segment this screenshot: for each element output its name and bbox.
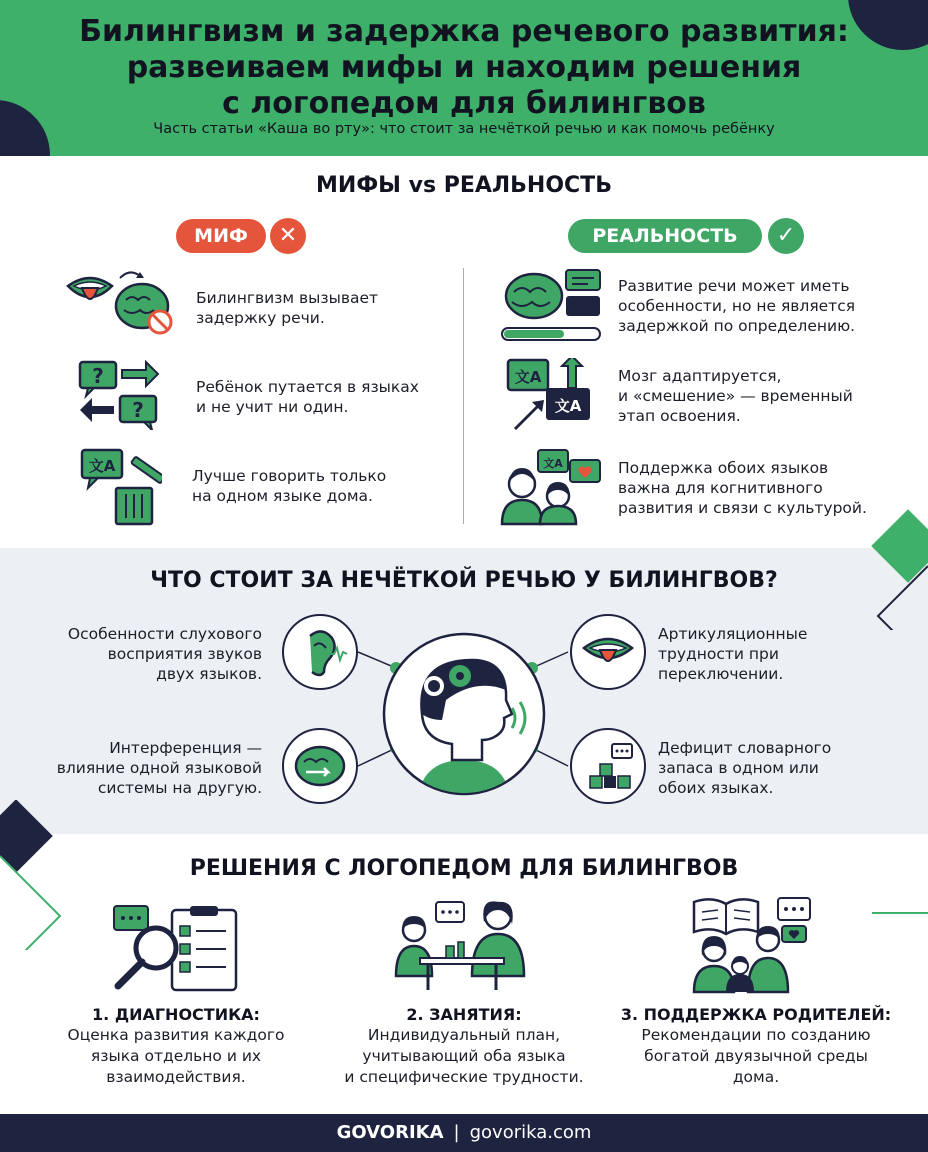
myths-section-title: МИФЫ vs РЕАЛЬНОСТЬ — [316, 173, 612, 198]
blocks-icon — [570, 728, 646, 804]
myth-label: МИФ — [176, 219, 266, 253]
page-title: Билингвизм и задержка речевого развития: развеиваем мифы и находим решения с логопедом для билингвов — [79, 14, 849, 121]
ear-icon — [282, 614, 358, 690]
reality-text: Мозг адаптируется, и «смешение» — временный этап освоения. — [618, 367, 853, 425]
solution-heading: 1. ДИАГНОСТИКА: — [92, 1005, 260, 1024]
footer — [0, 1114, 928, 1152]
reality-text: Поддержка обоих языков важна для когнитивного развития и связи с культурой. — [618, 459, 867, 517]
teacher-child-icon — [390, 896, 530, 992]
svg-text:?: ? — [92, 364, 104, 388]
decorative-line — [872, 912, 928, 914]
family-book-icon — [690, 894, 824, 994]
svg-text:文A: 文A — [554, 397, 582, 415]
myth-text: Билингвизм вызывает задержку речи. — [196, 289, 379, 327]
solution-text: Рекомендации по созданию богатой двуязычной среды дома. — [641, 1026, 871, 1086]
footer-site-link[interactable]: govorika.com — [469, 1122, 592, 1143]
footer-separator: | — [453, 1122, 460, 1143]
reality-text: Развитие речи может иметь особенности, но не является задержкой по определению. — [618, 277, 856, 335]
child-head-icon — [382, 632, 546, 796]
cross-icon: ✕ — [270, 218, 306, 254]
magnifier-checklist-icon — [110, 902, 240, 994]
myth-text: Лучше говорить только на одном языке дома. — [192, 467, 387, 505]
page-subtitle: Часть статьи «Каша во рту»: что стоит за нечёткой речью и как помочь ребёнку — [153, 121, 775, 137]
solutions-section-title: РЕШЕНИЯ С ЛОГОПЕДОМ ДЛЯ БИЛИНГВОВ — [189, 856, 739, 881]
myth-text: Ребёнок путается в языках и не учит ни один. — [196, 378, 419, 416]
brain-arrows-icon — [282, 728, 358, 804]
check-icon: ✓ — [768, 218, 804, 254]
cause-text: Интерференция — влияние одной языковой системы на другую. — [56, 739, 262, 797]
cause-text: Особенности слухового восприятия звуков двух языков. — [67, 625, 262, 683]
svg-text:文A: 文A — [514, 368, 542, 386]
cause-text: Дефицит словарного запаса в одном или обоих языках. — [658, 739, 832, 797]
mouth-icon — [570, 614, 646, 690]
footer-brand: GOVORIKA — [336, 1122, 444, 1143]
solution-heading: 2. ЗАНЯТИЯ: — [406, 1005, 522, 1024]
causes-section-title: ЧТО СТОИТ ЗА НЕЧЁТКОЙ РЕЧЬЮ У БИЛИНГВОВ? — [150, 568, 778, 593]
svg-text:文A: 文A — [88, 457, 116, 475]
svg-text:文A: 文A — [543, 457, 563, 470]
svg-text:?: ? — [132, 398, 144, 422]
reality-label: РЕАЛЬНОСТЬ — [568, 219, 762, 253]
solution-heading: 3. ПОДДЕРЖКА РОДИТЕЛЕЙ: — [620, 1005, 892, 1024]
solution-text: Индивидуальный план, учитывающий оба языка и специфические трудности. — [344, 1026, 584, 1086]
solution-text: Оценка развития каждого языка отдельно и их взаимодействия. — [67, 1026, 285, 1086]
cause-text: Артикуляционные трудности при переключении. — [658, 625, 808, 683]
